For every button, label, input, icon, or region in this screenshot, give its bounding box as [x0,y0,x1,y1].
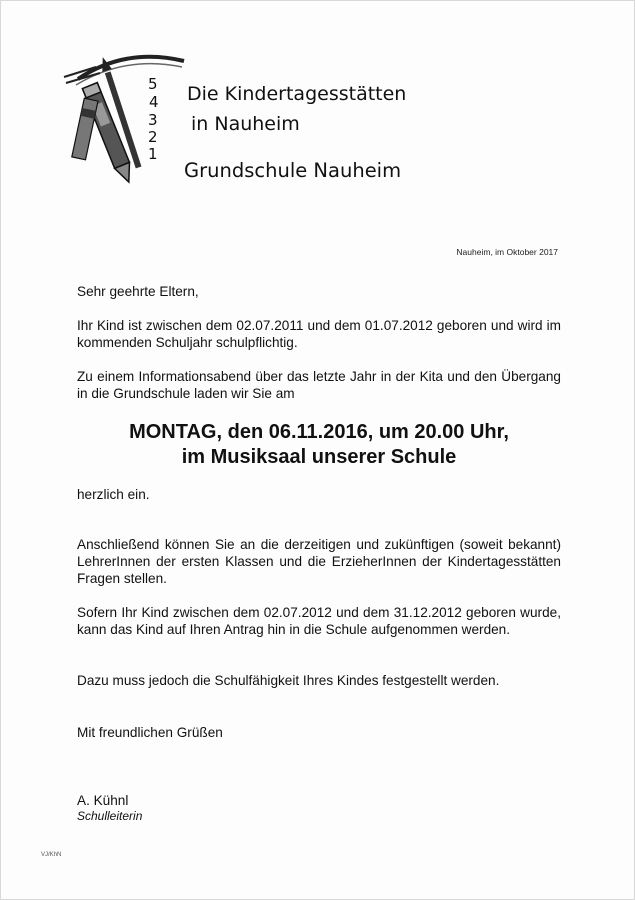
event-location: im Musiksaal unserer Schule [181,446,457,468]
closing-greeting: Mit freundlichen Grüßen [77,725,223,740]
school-logo [56,49,186,199]
header-title-kita: Die Kindertagesstätten [187,83,407,105]
logo-digit-4: 4 [149,93,159,111]
event-date-time: MONTAG, den 06.11.2016, um 20.00 Uhr, [129,421,509,443]
logo-digit-2: 2 [148,128,158,146]
paragraph-school-age: Ihr Kind ist zwischen dem 02.07.2011 und dem 01.07.2012 geboren und wird im kommenden Schuljahr schulpflichtig. [77,318,561,350]
paragraph-invitation: Zu einem Informationsabend über das letzte Jahr in der Kita und den Übergang in die Grundschule laden wir Sie am [77,369,561,401]
salutation: Sehr geehrte Eltern, [77,284,199,299]
paragraph-questions: Anschließend können Sie an die derzeitigen und zukünftigen (soweit bekannt) LehrerInnen der ersten Klassen und die ErzieherInnen der Kindertagesstätten Fragen stellen. [77,537,561,586]
logo-digit-5: 5 [148,75,158,93]
header-title-school: Grundschule Nauheim [184,159,402,182]
paragraph-readiness: Dazu muss jedoch die Schulfähigkeit Ihres Kindes festgestellt werden. [77,673,500,688]
reference-footnote: VJ/KhN [41,852,62,858]
logo-digit-1: 1 [148,145,158,163]
signature-role: Schulleiterin [77,809,143,823]
logo-digit-3: 3 [148,111,158,129]
paragraph-early-enrollment: Sofern Ihr Kind zwischen dem 02.07.2012 und dem 31.12.2012 geboren wurde, kann das Kind auf Ihren Antrag hin in die Schule aufgenommen werden. [77,605,561,637]
header-title-location: in Nauheim [191,113,300,135]
paragraph-herzlich: herzlich ein. [77,487,150,502]
letter-date: Nauheim, im Oktober 2017 [456,247,558,257]
signature-name: A. Kühnl [77,793,129,808]
